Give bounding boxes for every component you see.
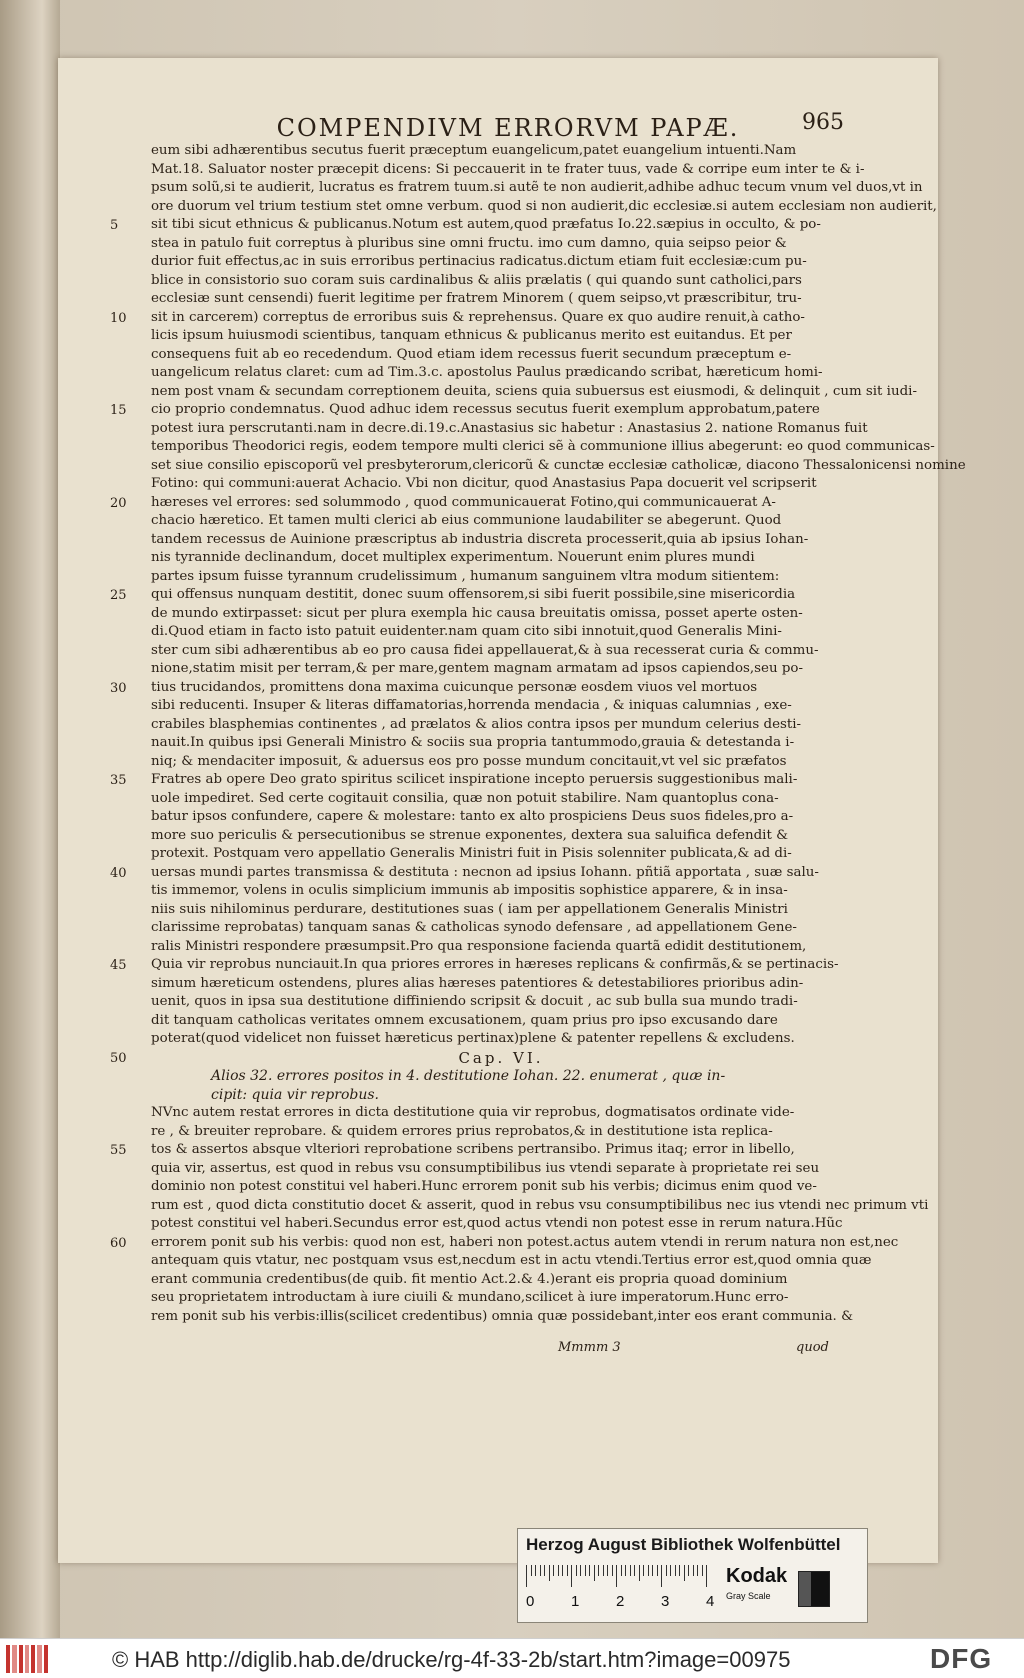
text-line: batur ipsos confundere, capere & molestare: tanto ex alto prospiciens Deus suos fideles,pro a- (151, 809, 794, 824)
text-line: uole impediret. Sed certe cogitauit consilia, quæ non potuit stabilire. Nam quantoplus cona- (151, 790, 779, 806)
text-line: simum hæreticum ostendens, plures alias hæreses patentiores & detestabiliores prioribus adin- (151, 975, 804, 991)
catchword: quod (796, 1340, 829, 1355)
text-line: protexit. Postquam vero appellatio Generalis Ministri fuit in Pisis solenniter publicata,& ad di- (151, 846, 792, 861)
ruler-tick (580, 1565, 581, 1576)
ruler-tick (630, 1565, 631, 1576)
margin-line-number: 30 (110, 680, 127, 696)
text-line: tandem recessus de Auinione præscriptus ab industria discreta processerit,quia ab ipsius Iohan- (151, 531, 809, 547)
text-line: stea in patulo fuit correptus à pluribus sine omni fructu. imo cum damno, quia seipso peior & (151, 235, 787, 251)
margin-line-number: 60 (110, 1235, 127, 1251)
ruler-tick (594, 1565, 595, 1581)
text-line: nauit.In quibus ipsi Generali Ministro & sociis sua propria tantummodo,grauia & detestanda i- (151, 735, 795, 750)
margin-line-number: 50 (110, 1050, 127, 1066)
ruler-tick (562, 1565, 563, 1576)
text-line: sibi reducenti. Insuper & literas diffamatorias,horrenda mendacia , & iniquas calumnias , exe- (151, 698, 792, 713)
text-line: potest constitui vel haberi.Secundus error est,quod actus vtendi non potest esse in rerum natura.Hũc (151, 1216, 843, 1231)
margin-line-number: 5 (110, 218, 119, 233)
ruler-tick (558, 1565, 559, 1576)
ruler-tick (670, 1565, 671, 1576)
text-line: tis immemor, volens in oculis simplicium immunis ab impositis sophistice apparere, & in insa- (151, 883, 788, 898)
text-line: tos & assertos absque vlteriori reprobatione scribens pertransibo. Primus itaq; error in libello, (151, 1142, 795, 1157)
text-line: sit in carcerem) correptus de erroribus suis & reprehensus. Quare ex quo audire renuit,à catho- (151, 309, 805, 325)
text-line: eum sibi adhærentibus secutus fuerit præceptum euangelicum,patet euangelium intuenti.Nam (151, 143, 797, 158)
ruler-tick (688, 1565, 689, 1576)
gray-scale-patch (798, 1571, 830, 1607)
text-line: crabiles blasphemias continentes , ad prælatos & alios contra ipsos per mundum celerius desti- (151, 716, 802, 732)
ruler-tick (621, 1565, 622, 1576)
scale-ruler (526, 1565, 716, 1587)
ruler-tick (661, 1565, 662, 1587)
text-line: rem ponit sub his verbis:illis(scilicet credentibus) omnia quæ possidebant,inter eos erant communia. & (151, 1308, 853, 1324)
ruler-tick (616, 1565, 617, 1587)
ruler-tick (652, 1565, 653, 1576)
text-line: ore duorum vel trium testium stet omne verbum. quod si non audierit,dic ecclesiæ.si autem ecclesiam non audierit, (151, 198, 937, 214)
signature-mark: Mmmm 3 (558, 1340, 621, 1355)
margin-line-number: 45 (110, 958, 127, 973)
chapter-subtitle: Alios 32. errores positos in 4. destitutione Iohan. 22. enumerat , quæ in- (211, 1068, 726, 1084)
text-line: qui offensus nunquam destitit, donec suum offensorem,si sibi fuerit possibile,sine misericordia (151, 587, 796, 602)
ruler-tick (706, 1565, 707, 1587)
running-head: COMPENDIVM ERRORVM PAPÆ. (276, 114, 740, 142)
text-line: Quia vir reprobus nunciauit.In qua priores errores in hæreses replicans & confirmãs,& se pertinacis- (151, 957, 839, 972)
ruler-tick (567, 1565, 568, 1576)
text-line: uersas mundi partes transmissa & destituta : necnon ad ipsius Iohann. pñtiã apportata , suæ salu- (151, 864, 819, 880)
text-line: hæreses vel errores: sed solummodo , quod communicauerat Fotino,qui communicauerat A- (151, 494, 776, 510)
ruler-tick (639, 1565, 640, 1581)
margin-line-number: 40 (110, 865, 127, 881)
dfg-logo: DFG (930, 1643, 993, 1674)
margin-line-number: 25 (110, 588, 127, 603)
ruler-tick (598, 1565, 599, 1576)
text-line: dit tanquam catholicas veritates omnem excusationem, quam prius pro ipso excusando dare (151, 1012, 778, 1028)
text-line: sit tibi sicut ethnicus & publicanus.Notum est autem,quod præfatus Io.22.sæpius in occulto, & po- (151, 217, 821, 232)
text-line: nem post vnam & secundam correptionem deuita, sciens quia subuersus est eiusmodi, & delinquit , cum sit iudi- (151, 383, 917, 399)
ruler-tick (607, 1565, 608, 1576)
margin-line-number: 10 (110, 310, 127, 326)
text-line: potest iura perscrutanti.nam in decre.di.19.c.Anastasius sic habetur : Anastasius 2. natione Romanus fuit (151, 420, 868, 436)
gray-scale-label: Gray Scale (726, 1591, 771, 1601)
hab-logo-icon (6, 1645, 48, 1673)
text-line: ecclesiæ sunt censendi) fuerit legitime per fratrem Minorem ( quem seipso,vt præscribitur, tru- (151, 291, 802, 306)
text-line: uenit, quos in ipsa sua destitutione diffiniendo scripsit & docuit , ac sub bulla sua mundo tradi- (151, 994, 798, 1009)
ruler-tick (693, 1565, 694, 1576)
book-page (58, 58, 966, 1563)
text-line: tius trucidandos, promittens dona maxima cuicunque personæ eosdem viuos vel mortuos (151, 679, 758, 695)
text-line: seu proprietatem introductam à iure ciuili & mundano,scilicet à iure imperatorum.Hunc erro- (151, 1290, 789, 1305)
ruler-tick (589, 1565, 590, 1576)
page-text (151, 142, 966, 1326)
text-line: blice in consistorio suo coram suis cardinalibus & aliis prælatis ( qui quando sunt catholici,pars (151, 272, 802, 288)
ruler-tick (571, 1565, 572, 1587)
ruler-tick (549, 1565, 550, 1581)
text-line: de mundo extirpasset: sicut per plura exempla hic causa breuitatis omissa, posset aperte osten- (151, 605, 803, 621)
text-line: Fotino: qui communi:auerat Achacio. Vbi non dicitur, quod Anastasius Papa docuerit vel scripserit (151, 476, 817, 491)
ruler-tick (675, 1565, 676, 1576)
text-line: nis tyrannide declinandum, docet multiplex experimentum. Nouerunt enim plures mundi (151, 550, 755, 565)
text-line: errorem ponit sub his verbis: quod non est, haberi non potest.actus autem vtendi in rerum natura non est,nec (151, 1234, 899, 1250)
text-line: durior fuit effectus,ac in suis erroribus pertinacius radicatus.dictum etiam fuit ecclesiæ:cum pu- (151, 254, 807, 269)
text-line: ralis Ministri respondere præsumpsit.Pro qua responsione facienda quartã edidit destitutionem, (151, 938, 807, 954)
text-line: Fratres ab opere Deo grato spiritus scilicet inspiratione incepto peruersis suggestionibus mali- (151, 772, 798, 787)
ruler-number: 0 (526, 1593, 535, 1610)
text-line: antequam quis vtatur, nec postquam vsus est,necdum est in actu vtendi.Tertius error est,quod omnia quæ (151, 1253, 872, 1268)
text-line: partes ipsum fuisse tyrannum crudelissimum , humanum sanguinem vltra modum sitientem: (151, 568, 780, 584)
text-line: consequens fuit ab eo recedendum. Quod etiam idem recessus fuerit secundum præceptum e- (151, 346, 792, 362)
text-line: re , & breuiter reprobare. & quidem errores prius reprobatos,& in destitutione ista replica- (151, 1123, 773, 1139)
text-line: dominio non potest constitui vel haberi.Hunc errorem ponit sub his verbis; dicimus enim quod ve- (151, 1179, 817, 1194)
text-line: set siue consilio episcoporũ vel presbyterorum,clericorũ & cunctæ ecclesiæ catholicæ, diacono Thessalonicensi nomine (151, 457, 966, 473)
text-line: NVnc autem restat errores in dicta destitutione quia vir reprobus, dogmatisatos ordinate vide- (151, 1105, 795, 1120)
ruler-tick (625, 1565, 626, 1576)
text-line: uangelicum relatus claret: cum ad Tim.3.c. apostolus Paulus prædicando scribat, hæreticum homi- (151, 365, 823, 380)
ruler-tick (679, 1565, 680, 1576)
text-line: more suo periculis & persecutionibus se strenue exponentes, dextera sua saluifica defendit & (151, 827, 788, 843)
ruler-number: 2 (616, 1593, 625, 1610)
margin-line-number: 35 (110, 773, 127, 788)
text-line: niis suis nihilominus perdurare, destitutiones suas ( iam per appellationem Generalis Ministri (151, 901, 788, 917)
text-line: quia vir, assertus, est quod in rebus vsu consumptibilibus ius vtendi separate à proprietate rei seu (151, 1160, 820, 1176)
ruler-tick (576, 1565, 577, 1576)
text-line: clarissime reprobatas) tanquam sanas & catholicas synodo defensare , ad appellationem Gene- (151, 920, 797, 935)
ruler-tick (540, 1565, 541, 1576)
ruler-tick (634, 1565, 635, 1576)
ruler-tick (657, 1565, 658, 1576)
ruler-tick (648, 1565, 649, 1576)
chapter-heading: Cap. VI. (458, 1048, 544, 1067)
ruler-number: 4 (706, 1593, 715, 1610)
text-line: cio proprio condemnatus. Quod adhuc idem recessus secutus fuerit exemplum approbatum,patere (151, 402, 820, 417)
ruler-tick (544, 1565, 545, 1576)
ruler-tick (553, 1565, 554, 1576)
footer-bar (0, 1638, 1024, 1678)
ruler-tick (684, 1565, 685, 1581)
ruler-tick (526, 1565, 527, 1587)
ruler-tick (531, 1565, 532, 1576)
text-line: licis ipsum huiusmodi scientibus, tanquam ethnicus & publicanus merito est euitandus. Et per (151, 328, 792, 343)
ruler-tick (603, 1565, 604, 1576)
previous-page-edge (0, 0, 60, 1638)
margin-line-number: 55 (110, 1143, 127, 1158)
scale-ruler-numbers (526, 1593, 716, 1615)
text-line: nione,statim misit per terram,& per mare,gentem magnam armatam ad ipsos capiendos,seu po- (151, 661, 803, 676)
chapter-subtitle: cipit: quia vir reprobus. (211, 1086, 380, 1103)
text-line: poterat(quod videlicet non fuisset hæreticus pertinax)plene & patenter repellens & excludens. (151, 1031, 795, 1046)
footer-copyright-link[interactable]: © HAB http://diglib.hab.de/drucke/rg-4f-33-2b/start.htm?image=00975 (112, 1647, 791, 1672)
text-line: psum solũ,si te audierit, lucratus es fratrem tuum.si autẽ te non audierit,adhibe adhuc tecum vnum vel duos,vt in (151, 180, 923, 195)
library-name: Herzog August Bibliothek Wolfenbüttel (526, 1535, 841, 1554)
text-line: chacio hæretico. Et tamen multi clerici ab eius communione laudabiliter se abegerunt. Quod (151, 513, 782, 528)
ruler-tick (666, 1565, 667, 1576)
text-line: erant communia credentibus(de quib. fit mentio Act.2.& 4.)erant eis propria quoad dominium (151, 1271, 788, 1287)
text-line: temporibus Theodorici regis, eodem tempore multi clerici sẽ à communione illius abegerunt: eo quod communicas- (151, 439, 935, 454)
ruler-tick (585, 1565, 586, 1576)
ruler-tick (535, 1565, 536, 1576)
text-line: ster cum sibi adhærentibus ab eo pro causa fidei appellauerat,& à sua recesserat curia & commu- (151, 642, 819, 658)
margin-line-number: 20 (110, 495, 127, 511)
text-line: di.Quod etiam in facto isto patuit euidenter.nam quam cito sibi innotuit,quod Generalis Mini- (151, 624, 782, 639)
text-line: niq; & mendaciter imposuit, & aduersus eos pro posse mundum concitauit,vt vel sic præfatos (151, 753, 787, 769)
ruler-tick (697, 1565, 698, 1576)
text-line: rum est , quod dicta constitutio docet & asserit, quod in rebus vsu consumptibilibus nec ius vtendi nec primum vti (151, 1197, 929, 1213)
text-line: Mat.18. Saluator noster præcepit dicens: Si peccauerit in te frater tuus, vade & corripe eum inter te & i- (151, 161, 865, 177)
ruler-tick (643, 1565, 644, 1576)
margin-line-number: 15 (110, 403, 127, 418)
ruler-number: 3 (661, 1593, 670, 1610)
kodak-logo: Kodak (726, 1565, 788, 1587)
folio-number: 965 (802, 110, 844, 135)
ruler-number: 1 (571, 1593, 580, 1610)
ruler-tick (702, 1565, 703, 1576)
ruler-tick (612, 1565, 613, 1576)
library-color-card (517, 1528, 868, 1623)
